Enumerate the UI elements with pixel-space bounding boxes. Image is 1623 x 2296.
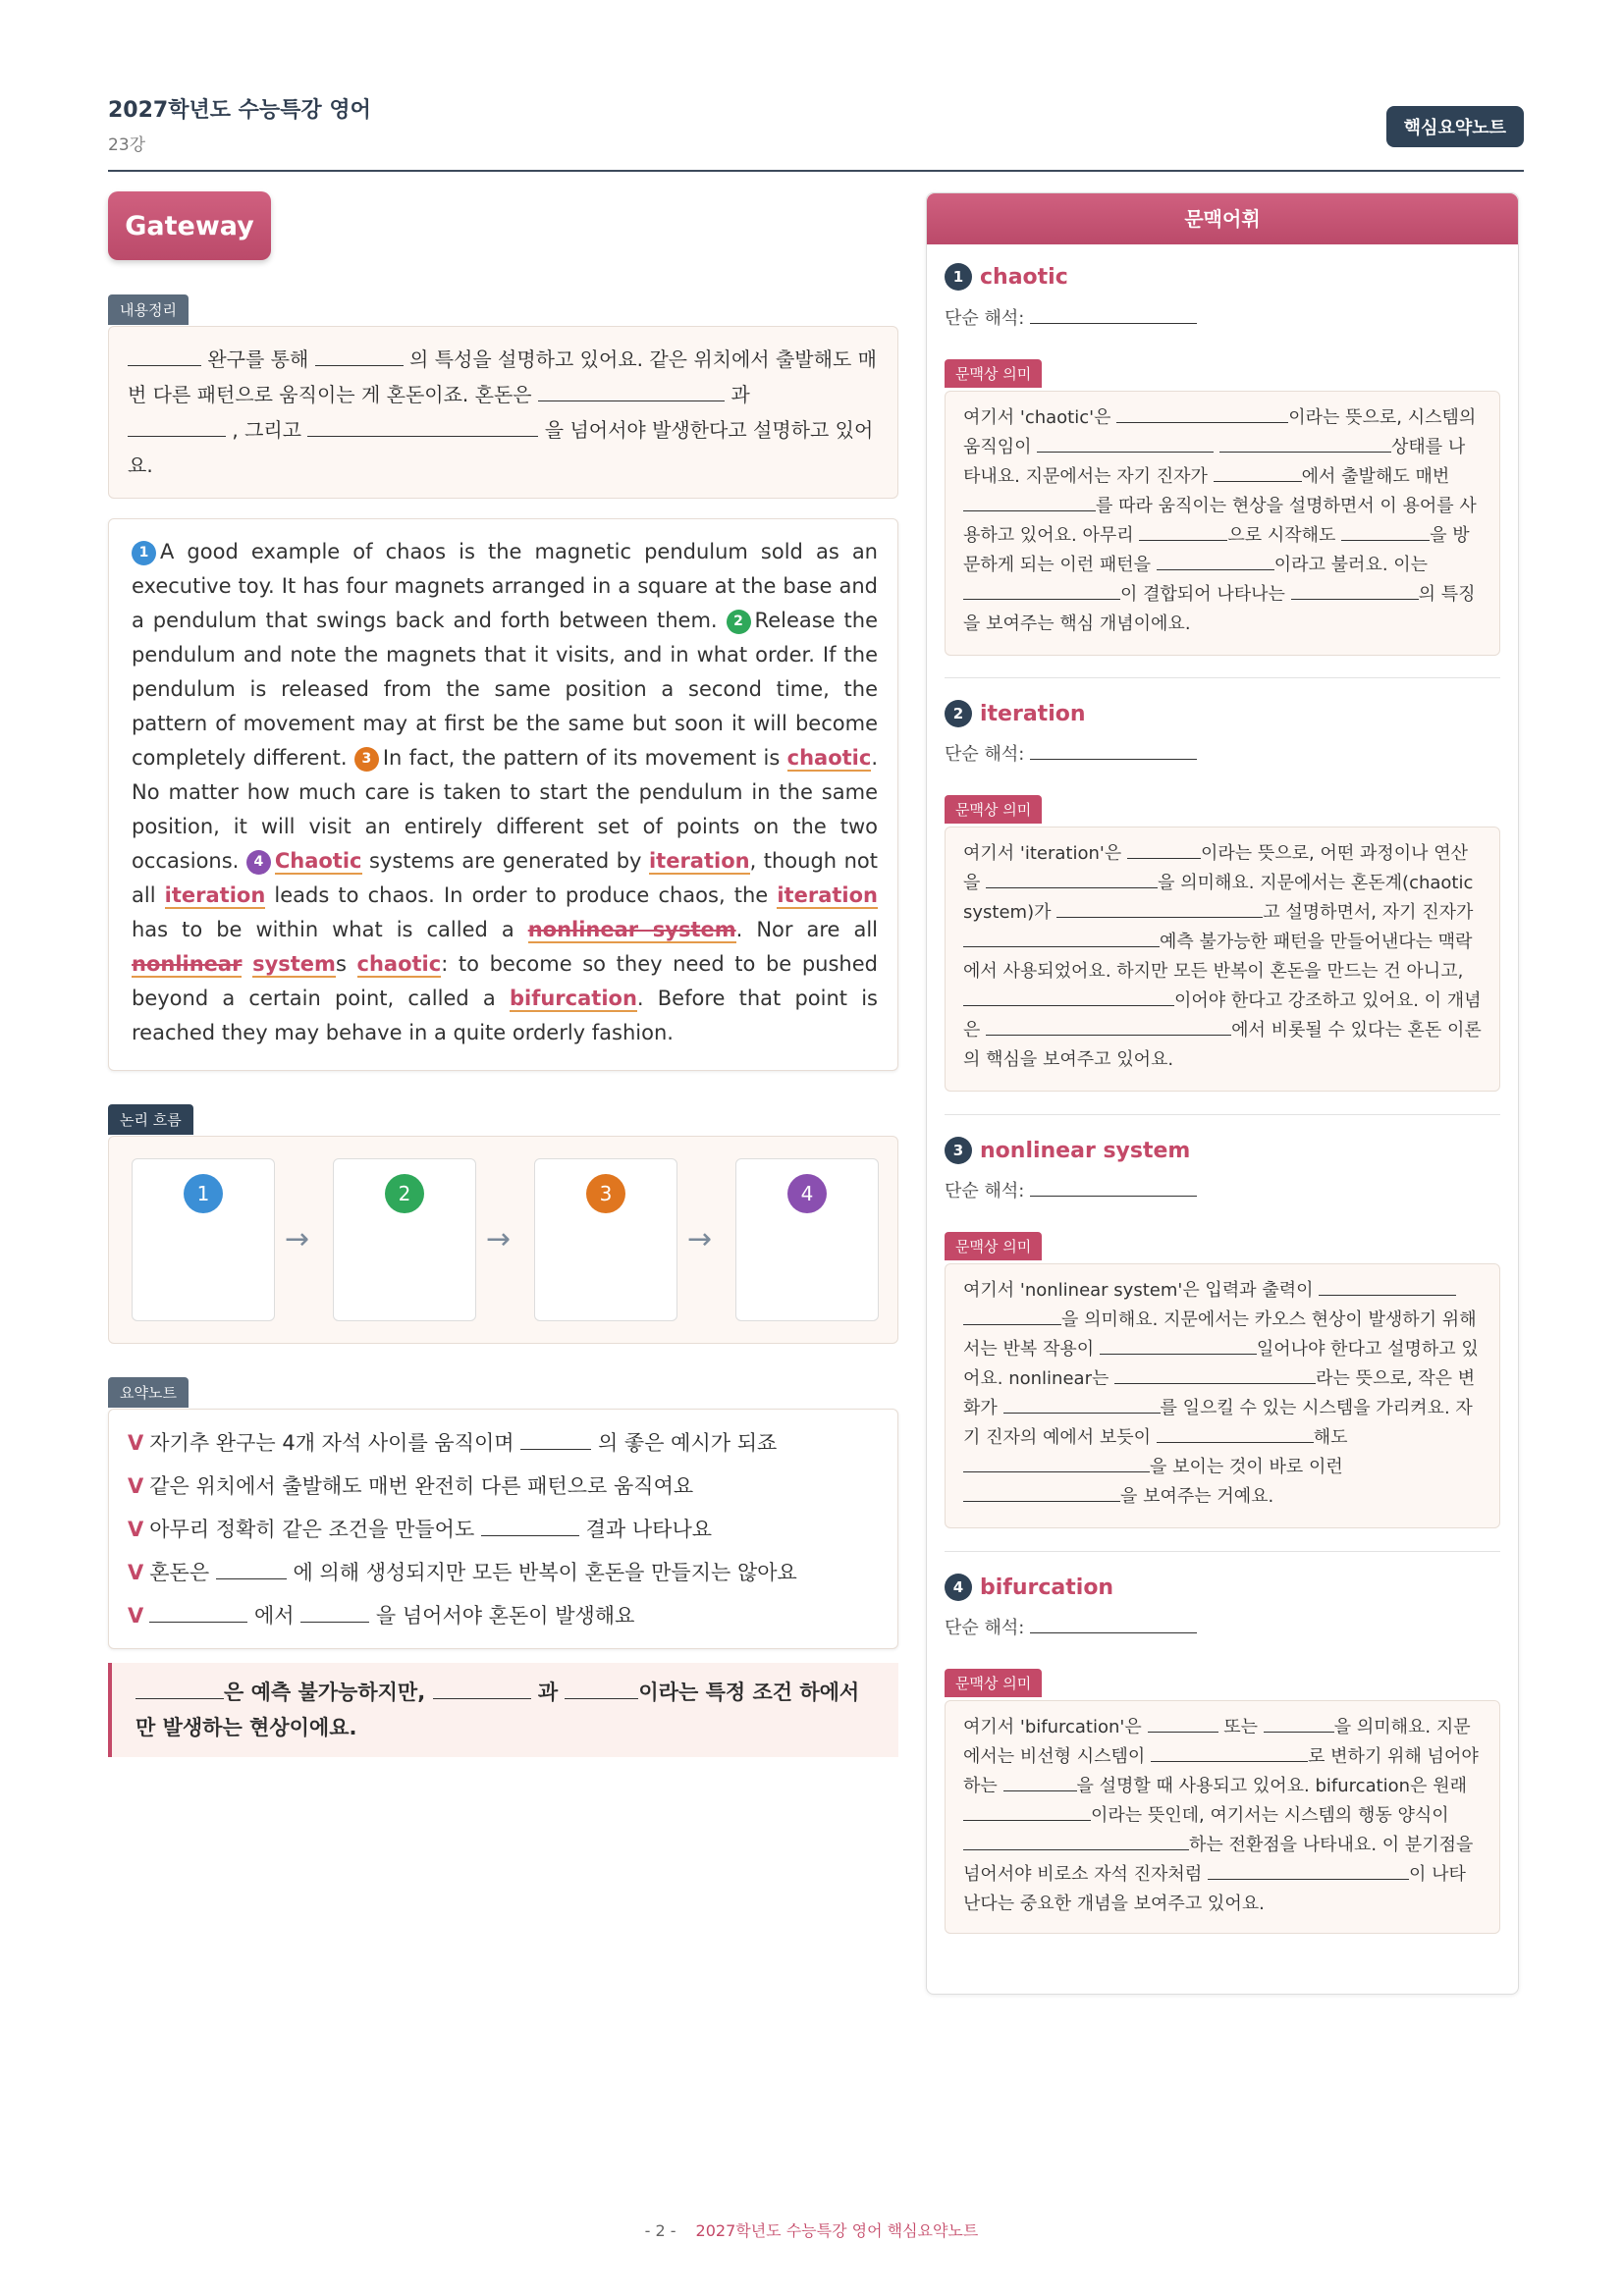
content-summary-text: 완구를 통해 의 특성을 설명하고 있어요. 같은 위치에서 출발해도 매번 다른 패턴으로 움직이는 게 혼돈이죠. 혼돈은 과 , 그리고 을 넘어서야 발생한다고 설명하고 있어요. bbox=[128, 342, 884, 483]
keyword-nonlinear-system: nonlinear system bbox=[527, 918, 736, 941]
vocab-word-1: 1 chaotic bbox=[945, 263, 1068, 291]
context-meaning-box-1: 여기서 'chaotic'은 이라는 뜻으로, 시스템의 움직임이 상태를 나타내요. 지문에서는 자기 진자가 에서 출발해도 매번 를 따라 움직이는 현상을 설명하면서 이 용어를 사용하고 있어요. 아무리 으로 시작해도 을 방문하게 되는 이런 패턴을 이라고 불러요. 이는 이 결합되어 나타나는 의 특징을 보여주는 핵심 개념이에요. bbox=[945, 391, 1500, 656]
flow-number: 3 bbox=[586, 1174, 625, 1213]
gateway-label: Gateway bbox=[108, 191, 271, 260]
simple-translation-4: 단순 해석: bbox=[945, 1614, 1197, 1639]
keyword-iteration: iteration bbox=[164, 883, 266, 907]
flow-card-3[interactable] bbox=[534, 1158, 677, 1321]
vocab-word-4: 4 bifurcation bbox=[945, 1574, 1113, 1601]
flow-arrow: → bbox=[285, 1222, 310, 1256]
flow-arrow: → bbox=[486, 1222, 512, 1256]
book-title: 2027학년도 수능특강 영어 bbox=[108, 98, 371, 123]
flow-card-4[interactable] bbox=[735, 1158, 879, 1321]
simple-translation-1: 단순 해석: bbox=[945, 304, 1197, 330]
keyword-chaotic: chaotic bbox=[786, 746, 872, 770]
sentence-marker-3: 3 bbox=[354, 747, 379, 772]
page-footer bbox=[0, 2218, 1623, 2241]
lecture-number: 23강 bbox=[108, 135, 146, 155]
context-meaning-tag: 문맥상 의미 bbox=[945, 795, 1042, 824]
sentence-marker-4: 4 bbox=[246, 850, 271, 875]
summary-notes-tag: 요약노트 bbox=[108, 1377, 189, 1408]
sentence-marker-1: 1 bbox=[132, 541, 156, 565]
vocab-divider bbox=[945, 1114, 1500, 1115]
vocab-divider bbox=[945, 677, 1500, 678]
keyword-system: system bbox=[252, 952, 336, 976]
flow-number: 1 bbox=[184, 1174, 223, 1213]
keyword-bifurcation: bifurcation bbox=[509, 987, 637, 1010]
simple-translation-3: 단순 해석: bbox=[945, 1177, 1197, 1202]
context-meaning-box-3: 여기서 'nonlinear system'은 입력과 출력이 을 의미해요. 지문에서는 카오스 현상이 발생하기 위해서는 반복 작용이 일어나야 한다고 설명하고 있어요. nonlinear는 라는 뜻으로, 작은 변화가 를 일으킬 수 있는 시스템을 가리켜요. 자기 진자의 예에서 보듯이 해도 을 보이는 것이 바로 이런 을 보여주는 거예요. bbox=[945, 1263, 1500, 1528]
vocab-panel-title: 문맥어휘 bbox=[927, 193, 1518, 244]
vocab-word-3: 3 nonlinear system bbox=[945, 1137, 1190, 1164]
keyword-chaotic: chaotic bbox=[356, 952, 442, 976]
logic-flow-tag: 논리 흐름 bbox=[108, 1104, 193, 1135]
context-meaning-tag: 문맥상 의미 bbox=[945, 359, 1042, 388]
summary-notes-list bbox=[128, 1421, 893, 1637]
flow-card-2[interactable] bbox=[333, 1158, 476, 1321]
note-item: V 에서 을 넘어서야 혼돈이 발생해요 bbox=[128, 1594, 893, 1637]
flow-number: 4 bbox=[787, 1174, 827, 1213]
context-meaning-box-4: 여기서 'bifurcation'은 또는 을 의미해요. 지문에서는 비선형 시스템이 로 변하기 위해 넘어야 하는 을 설명할 때 사용되고 있어요. bifurcation은 원래 이라는 뜻인데, 여기서는 시스템의 행동 양식이 하는 전환점을 나타내요. 이 분기점을 넘어서야 비로소 자석 진자처럼 이 나타난다는 중요한 개념을 보여주고 있어요. bbox=[945, 1700, 1500, 1934]
flow-card-1[interactable] bbox=[132, 1158, 275, 1321]
conclusion-box: 은 예측 불가능하지만, 과 이라는 특정 조건 하에서만 발생하는 현상이에요. bbox=[108, 1663, 898, 1757]
page-number: - 2 - bbox=[644, 2221, 676, 2240]
footer-title: 2027학년도 수능특강 영어 핵심요약노트 bbox=[695, 2221, 979, 2240]
context-meaning-box-2: 여기서 'iteration'은 이라는 뜻으로, 어떤 과정이나 연산을 을 의미해요. 지문에서는 혼돈계(chaotic system)가 고 설명하면서, 자기 진자가 예측 불가능한 패턴을 만들어낸다는 맥락에서 사용되었어요. 하지만 모든 반복이 혼돈을 만드는 건 아니고, 이어야 한다고 강조하고 있어요. 이 개념은 에서 비롯될 수 있다는 혼돈 이론의 핵심을 보여주고 있어요. bbox=[945, 827, 1500, 1092]
passage-text: 1 A good example of chaos is the magnetic pendulum sold as an executive toy. It has four magnets arranged in a square at the base and a pendulum that swings back and forth between them. 2 Release the pendulum and note the magnets that it visits, and in what order. If the pendulum is released from the same position a second time, the pattern of movement may at first be the same but soon it will become completely different. 3 In fact, the pattern of its movement is chaotic. No matter how much care is taken to start the pendulum in the same position, it will visit an entirely different set of points on the two occasions. 4 Chaotic systems are generated by iteration, though not all iteration leads to chaos. In order to produce chaos, the iteration has to be within what is called a nonlinear system. Nor are all nonlinear systems chaotic: to become so they need to be pushed beyond a certain point, called a bifurcation. Before that point is reached they may behave in a quite orderly fashion. bbox=[132, 540, 878, 1044]
flow-number: 2 bbox=[385, 1174, 424, 1213]
note-type-badge: 핵심요약노트 bbox=[1386, 106, 1524, 147]
keyword-chaotic-cap: Chaotic bbox=[274, 849, 362, 873]
content-summary-tag: 내용정리 bbox=[108, 294, 189, 325]
vocab-divider bbox=[945, 1551, 1500, 1552]
keyword-nonlinear: nonlinear bbox=[132, 952, 243, 976]
note-item: V 같은 위치에서 출발해도 매번 완전히 다른 패턴으로 움직여요 bbox=[128, 1474, 694, 1498]
page-header bbox=[108, 93, 1524, 172]
keyword-iteration: iteration bbox=[648, 849, 750, 873]
note-item: V 아무리 정확히 같은 조건을 만들어도 결과 나타나요 bbox=[128, 1508, 893, 1551]
context-meaning-tag: 문맥상 의미 bbox=[945, 1232, 1042, 1260]
flow-arrow: → bbox=[687, 1222, 713, 1256]
simple-translation-2: 단순 해석: bbox=[945, 740, 1197, 766]
context-meaning-tag: 문맥상 의미 bbox=[945, 1669, 1042, 1697]
note-item: V 혼돈은 에 의해 생성되지만 모든 반복이 혼돈을 만들지는 않아요 bbox=[128, 1551, 893, 1594]
sentence-marker-2: 2 bbox=[727, 610, 751, 634]
keyword-iteration: iteration bbox=[777, 883, 878, 907]
note-item: V 자기추 완구는 4개 자석 사이를 움직이며 의 좋은 예시가 되죠 bbox=[128, 1421, 893, 1465]
vocab-word-2: 2 iteration bbox=[945, 700, 1086, 727]
